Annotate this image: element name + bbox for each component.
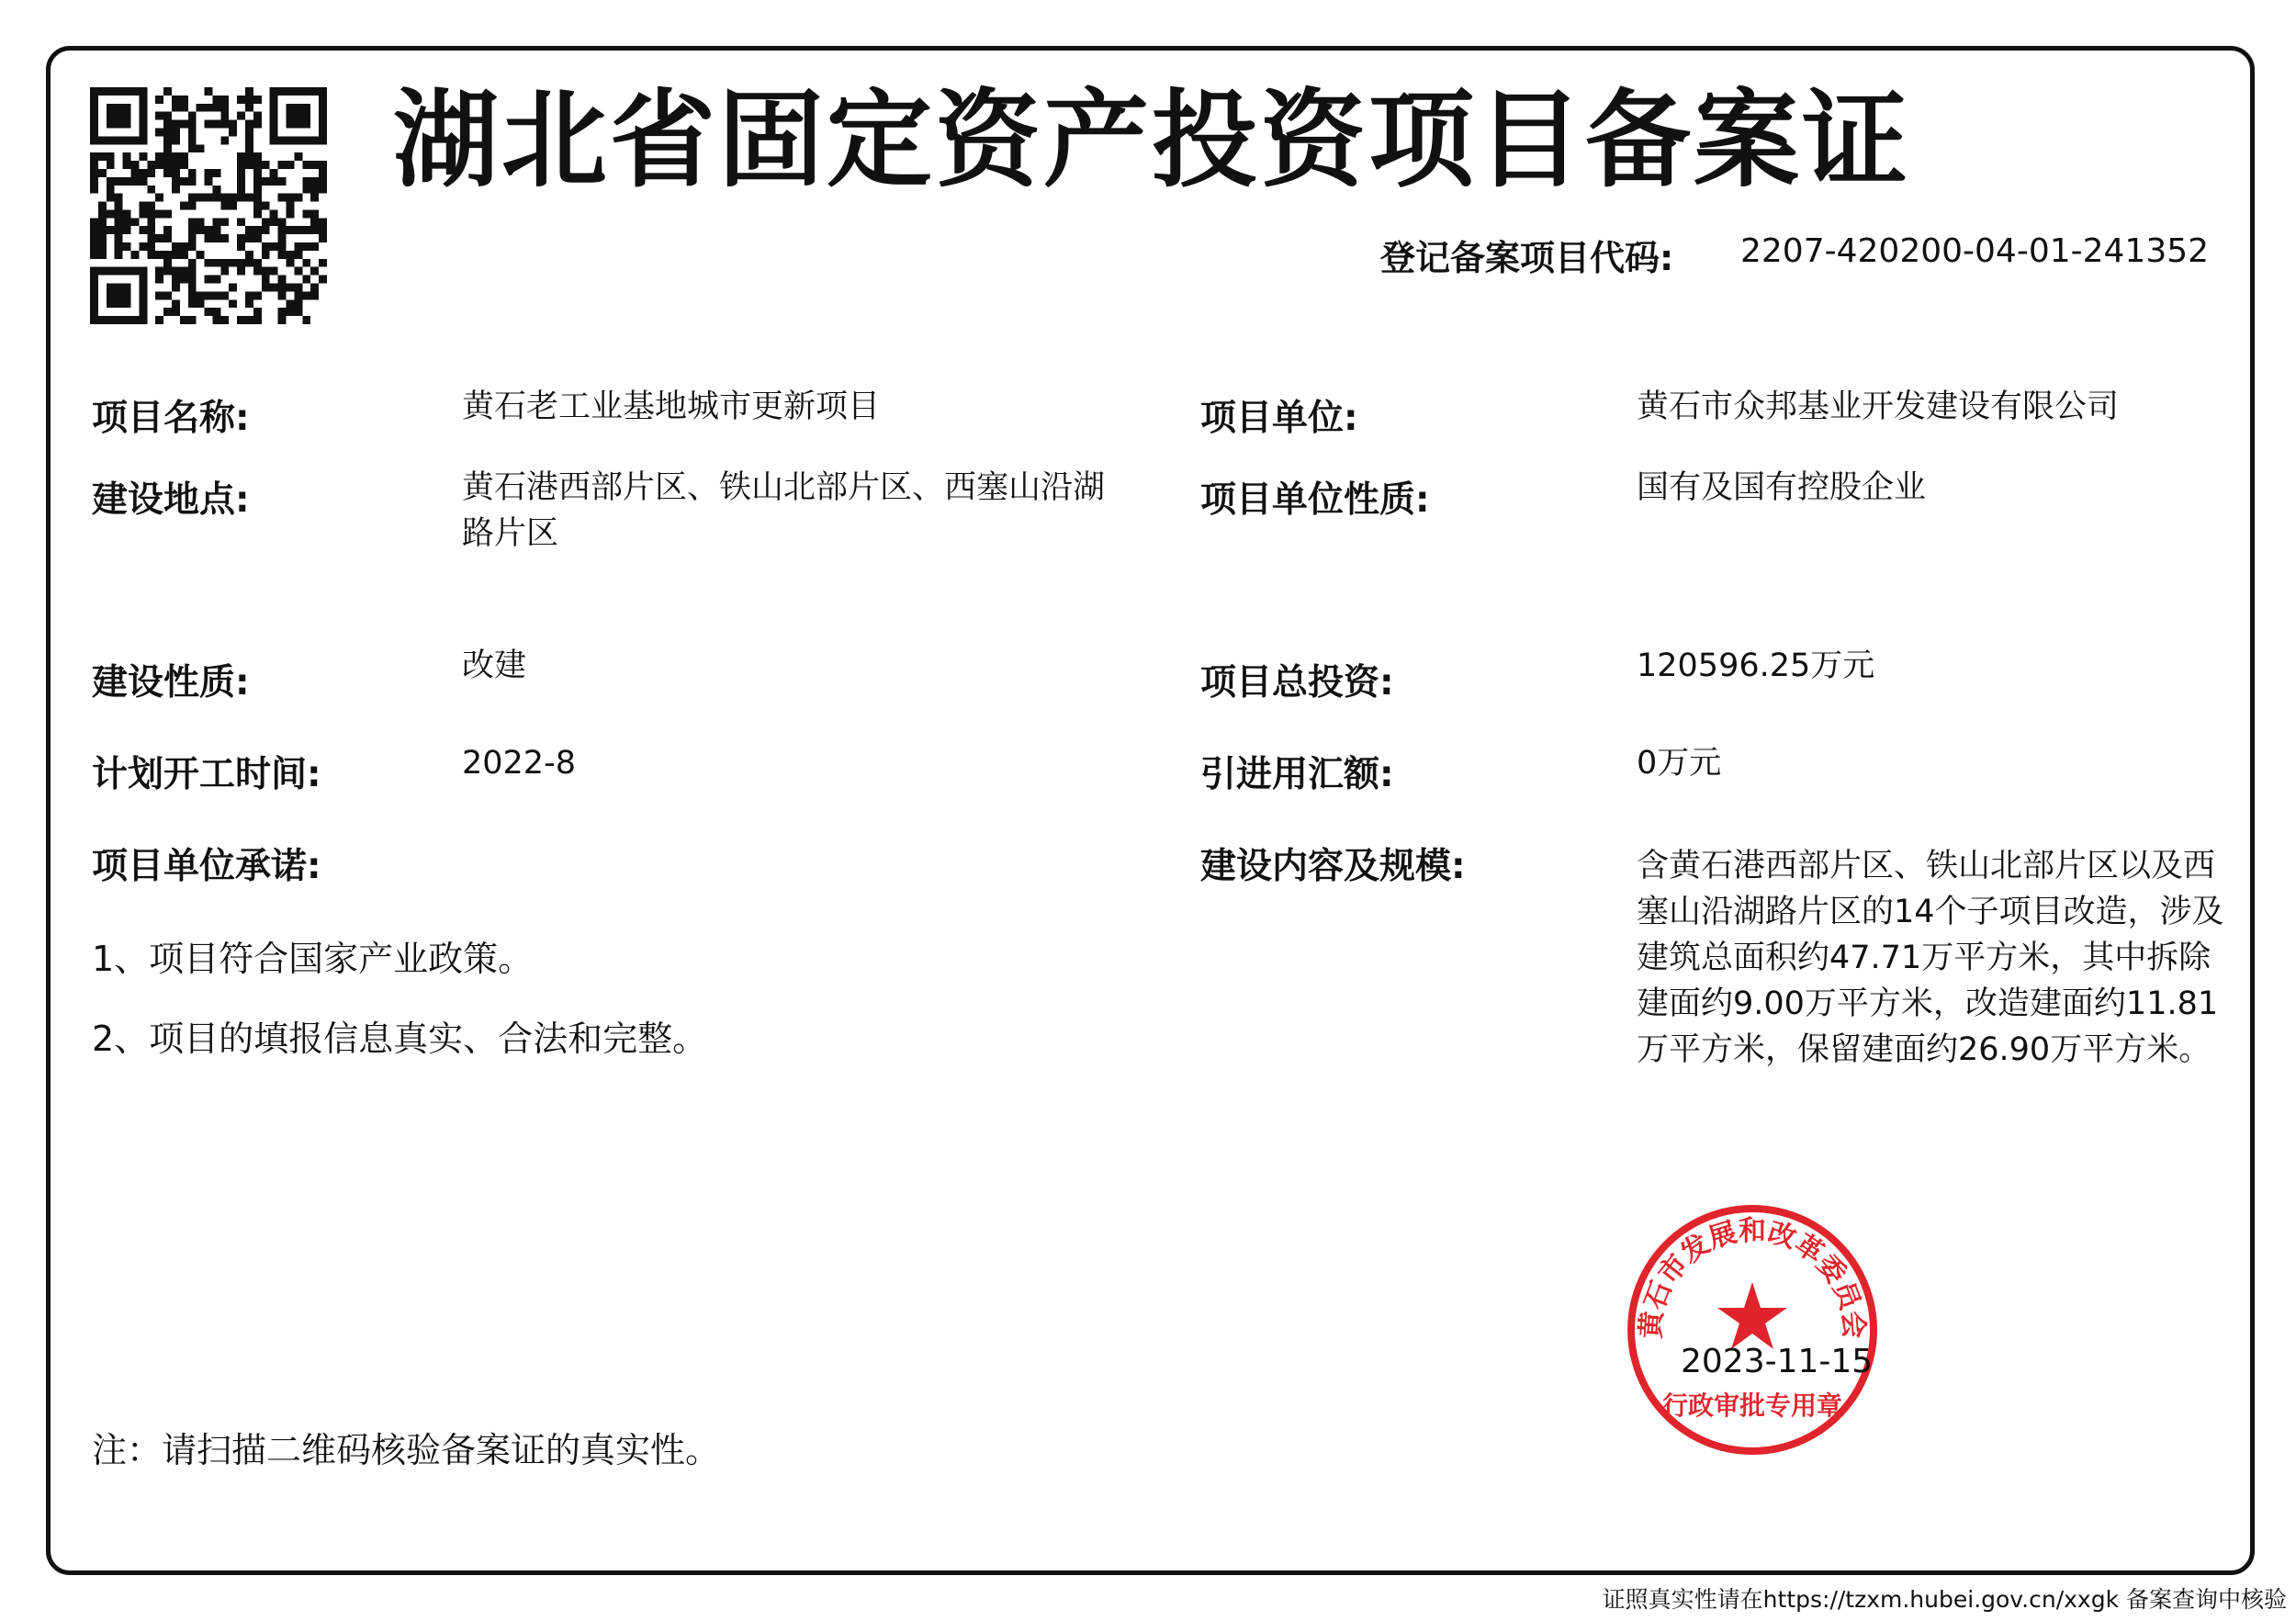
commitment-item-2: 2、项目的填报信息真实、合法和完整。 [92,1019,708,1059]
project-name-label: 项目名称: [92,398,250,439]
total-investment-value: 120596.25万元 [1637,647,1875,684]
location-label: 建设地点: [92,479,250,521]
verification-note: 注：请扫描二维码核验备案证的真实性。 [92,1430,721,1470]
planned-start-value: 2022-8 [462,745,576,782]
project-unit-value: 黄石市众邦基业开发建设有限公司 [1637,388,2120,425]
qr-code[interactable] [90,87,327,324]
seal-organization-text: 黄石市发展和改革委员会 [1635,1215,1870,1340]
scope-label: 建设内容及规模: [1200,846,1466,887]
foreign-capital-value: 0万元 [1637,745,1722,782]
project-name-value: 黄石老工业基地城市更新项目 [462,388,881,425]
document-title: 湖北省固定资产投资项目备案证 [393,79,1911,202]
unit-nature-label: 项目单位性质: [1200,479,1430,521]
total-investment-label: 项目总投资: [1200,662,1394,704]
scope-value: 含黄石港西部片区、铁山北部片区以及西塞山沿湖路片区的14个子项目改造，涉及建筑总面积约47.71万平方米，其中拆除建面约9.00万平方米，改造建面约11.81万平方米，保留建面约26.90万平方米。 [1637,848,2224,1068]
registration-code: 2207-420200-04-01-241352 [1740,232,2210,270]
construction-nature-value: 改建 [462,647,527,684]
official-seal [1624,1201,1881,1458]
certificate-frame [46,46,2255,1575]
commitment-item-1: 1、项目符合国家产业政策。 [92,939,534,979]
registration-code-label: 登记备案项目代码: [1380,238,1674,278]
seal-subtitle: 行政审批专用章 [1661,1390,1843,1421]
planned-start-label: 计划开工时间: [92,754,321,795]
issue-date: 2023-11-15 [1681,1343,1874,1380]
commitment-label: 项目单位承诺: [92,846,321,887]
foreign-capital-label: 引进用汇额: [1200,754,1394,795]
verification-url-footer[interactable]: 证照真实性请在https://tzxm.hubei.gov.cn/xxgk 备案查询中核验 [1602,1586,2287,1613]
project-unit-label: 项目单位: [1200,398,1358,439]
construction-nature-label: 建设性质: [92,662,250,704]
unit-nature-value: 国有及国有控股企业 [1637,469,1927,506]
location-value: 黄石港西部片区、铁山北部片区、西塞山沿湖路片区 [462,469,1106,552]
